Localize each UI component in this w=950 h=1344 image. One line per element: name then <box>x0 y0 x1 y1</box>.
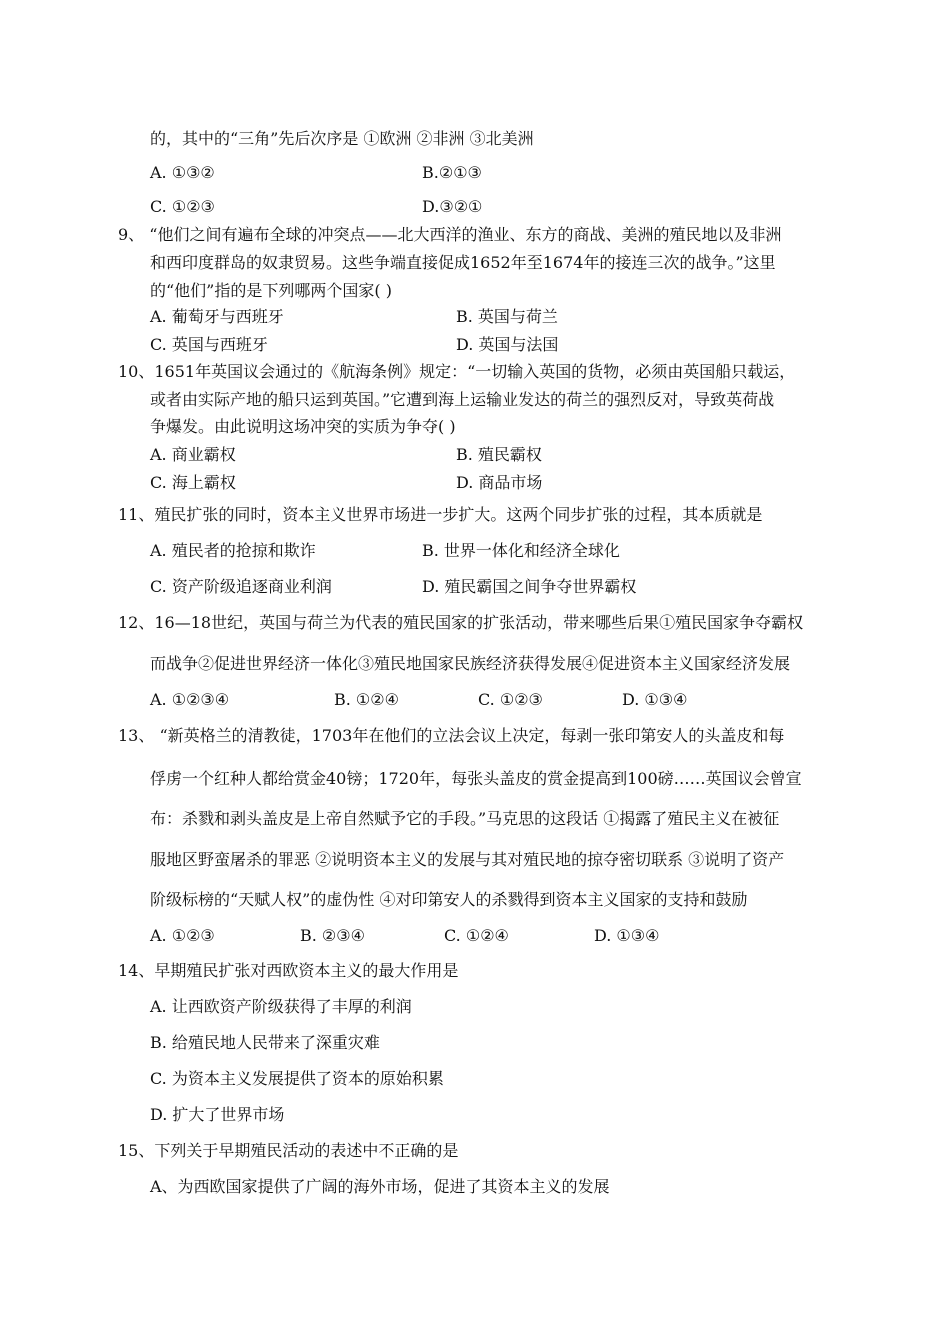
q11-option-d: D. 殖民霸国之间争夺世界霸权 <box>422 577 637 596</box>
q9-stem-line3: 的“他们”指的是下列哪两个国家( ) <box>150 281 392 300</box>
q8-option-a: A. ①③② <box>150 163 215 182</box>
q9-stem-line1: 9、 “他们之间有遍布全球的冲突点——北大西洋的渔业、东方的商战、美洲的殖民地以及非洲 <box>118 225 782 244</box>
q15-option-a: A、为西欧国家提供了广阔的海外市场，促进了其资本主义的发展 <box>150 1177 610 1196</box>
q13-option-a: A. ①②③ <box>150 926 215 945</box>
q15-stem-line1: 15、下列关于早期殖民活动的表述中不正确的是 <box>118 1141 459 1160</box>
q13-option-d: D. ①③④ <box>594 926 660 945</box>
q13-stem-line2: 俘虏一个红种人都给赏金40镑；1720年，每张头盖皮的赏金提高到100磅……英国议会曾宣 <box>150 769 802 788</box>
q14-stem-line1: 14、早期殖民扩张对西欧资本主义的最大作用是 <box>118 961 459 980</box>
q11-option-c: C. 资产阶级追逐商业利润 <box>150 577 332 596</box>
q13-stem-line4: 服地区野蛮屠杀的罪恶 ②说明资本主义的发展与其对殖民地的掠夺密切联系 ③说明了资产 <box>150 850 785 869</box>
q13-stem-line3: 布：杀戮和剥头盖皮是上帝自然赋予它的手段。”马克思的这段话 ①揭露了殖民主义在被征 <box>150 809 780 828</box>
q12-option-d: D. ①③④ <box>622 690 688 709</box>
q10-option-a: A. 商业霸权 <box>150 445 236 464</box>
q11-stem-line1: 11、殖民扩张的同时，资本主义世界市场进一步扩大。这两个同步扩张的过程，其本质就是 <box>118 505 763 524</box>
q9-option-d: D. 英国与法国 <box>456 335 559 354</box>
q8-option-c: C. ①②③ <box>150 197 215 216</box>
q12-stem-line2: 而战争②促进世界经济一体化③殖民地国家民族经济获得发展④促进资本主义国家经济发展 <box>150 654 791 673</box>
q10-stem-line1: 10、1651年英国议会通过的《航海条例》规定：“一切输入英国的货物，必须由英国船只载运， <box>118 362 796 381</box>
q9-option-c: C. 英国与西班牙 <box>150 335 268 354</box>
q13-option-b: B. ②③④ <box>300 926 365 945</box>
q10-stem-line2: 或者由实际产地的船只运到英国。”它遭到海上运输业发达的荷兰的强烈反对，导致英荷战 <box>150 390 775 409</box>
q13-stem-line5: 阶级标榜的“天赋人权”的虚伪性 ④对印第安人的杀戮得到资本主义国家的支持和鼓励 <box>150 890 748 909</box>
q11-option-b: B. 世界一体化和经济全球化 <box>422 541 620 560</box>
q8-option-b: B.②①③ <box>422 163 482 182</box>
q13-option-c: C. ①②④ <box>444 926 509 945</box>
q10-option-b: B. 殖民霸权 <box>456 445 542 464</box>
q14-option-b: B. 给殖民地人民带来了深重灾难 <box>150 1033 380 1052</box>
q8-continuation: 的，其中的“三角”先后次序是 ①欧洲 ②非洲 ③北美洲 <box>150 129 534 148</box>
q9-option-b: B. 英国与荷兰 <box>456 307 558 326</box>
q14-option-a: A. 让西欧资产阶级获得了丰厚的利润 <box>150 997 412 1016</box>
q14-option-c: C. 为资本主义发展提供了资本的原始积累 <box>150 1069 444 1088</box>
q12-option-c: C. ①②③ <box>478 690 543 709</box>
q13-stem-line1: 13、 “新英格兰的清教徒，1703年在他们的立法会议上决定，每剥一张印第安人的头盖皮和每 <box>118 726 785 745</box>
q9-stem-line2: 和西印度群岛的奴隶贸易。这些争端直接促成1652年至1674年的接连三次的战争。”这里 <box>150 253 776 272</box>
q11-option-a: A. 殖民者的抢掠和欺诈 <box>150 541 316 560</box>
q12-stem-line1: 12、16—18世纪，英国与荷兰为代表的殖民国家的扩张活动，带来哪些后果①殖民国家争夺霸权 <box>118 613 804 632</box>
q8-option-d: D.③②① <box>422 197 483 216</box>
q14-option-d: D. 扩大了世界市场 <box>150 1105 285 1124</box>
q10-stem-line3: 争爆发。由此说明这场冲突的实质为争夺( ) <box>150 417 456 436</box>
q12-option-a: A. ①②③④ <box>150 690 230 709</box>
q9-option-a: A. 葡萄牙与西班牙 <box>150 307 284 326</box>
q10-option-c: C. 海上霸权 <box>150 473 236 492</box>
q10-option-d: D. 商品市场 <box>456 473 543 492</box>
q12-option-b: B. ①②④ <box>334 690 399 709</box>
